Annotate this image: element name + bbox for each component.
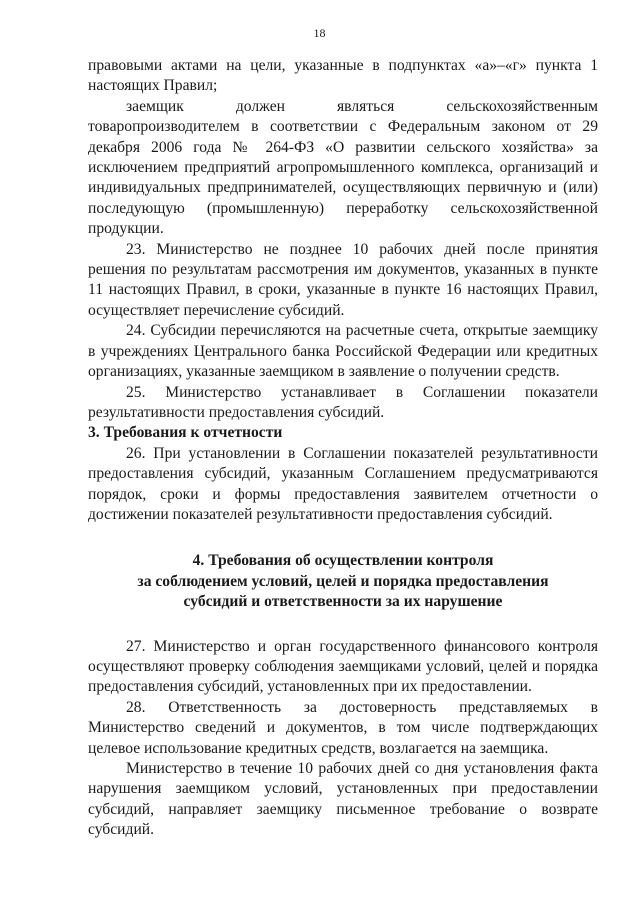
paragraph-27: 27. Министерство и орган государственного финансового контроля осуществляют проверку соблюдения заемщиками условий, целей и порядка предоставления субсидий, установленных при их предоставлении. [88, 637, 598, 696]
paragraph-23: 23. Министерство не позднее 10 рабочих дней после принятия решения по результатам рассмотрения им документов, указанных в пункте 11 настоящих Правил, в сроки, указанные в пункте 16 настоящих Правил, осуществляет перечисление субсидий. [88, 240, 598, 319]
paragraph-25: 25. Министерство устанавливает в Соглашении показатели результативности предоставления субсидий. [88, 383, 598, 421]
paragraph-continuation: правовыми актами на цели, указанные в подпунктах «а»–«г» пункта 1 настоящих Правил; [88, 57, 598, 95]
section-4-heading [88, 551, 598, 612]
section-3-heading: 3. Требования к отчетности [88, 424, 283, 442]
paragraph-29: Министерство в течение 10 рабочих дней со дня установления факта нарушения заемщиком условий, установленных при предоставлении субсидий, направляет заемщику письменное требование о возврате субсидий. [88, 760, 598, 839]
paragraph-26: 26. При установлении в Соглашении показателей результативности предоставления субсидий, указанным Соглашением предусматриваются порядок, сроки и формы предоставления заявителем отчетности о достижении показателей результативности предоставления субсидий. [88, 444, 598, 523]
paragraph-28: 28. Ответственность за достоверность представляемых в Министерство сведений и документов, в том числе подтверждающих целевое использование кредитных средств, возлагается на заемщика. [88, 698, 598, 757]
document-body [88, 56, 598, 841]
section-4-heading-line-2: за соблюдением условий, целей и порядка предоставления [137, 572, 549, 590]
page-number: 18 [313, 26, 326, 40]
paragraph-borrower-requirement: заемщик должен являться сельскохозяйственным товаропроизводителем в соответствии с Федеральным законом от 29 декабря 2006 года № 264-ФЗ «О развитии сельского хозяйства» за исключением предприятий агропромышленного комплекса, организаций и индивидуальных предпринимателей, осуществляющих первичную и (или) последующую (промышленную) переработку сельскохозяйственной продукции. [88, 97, 598, 238]
section-4-heading-line-3: субсидий и ответственности за их нарушение [183, 593, 503, 611]
paragraph-24: 24. Субсидии перечисляются на расчетные счета, открытые заемщику в учреждениях Центрального банка Российской Федерации или кредитных организациях, указанные заемщиком в заявление о получении средств. [88, 322, 598, 381]
section-4-heading-line-1: 4. Требования об осуществлении контроля [192, 552, 494, 570]
